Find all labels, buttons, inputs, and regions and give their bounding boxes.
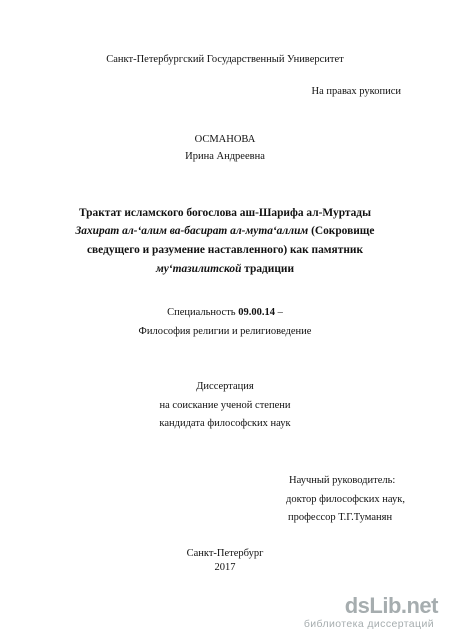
title-line-2 (0, 224, 450, 238)
title-line-4 (0, 262, 450, 276)
title-line-2-rest: (Сокровище (308, 225, 375, 237)
title-italic-transliteration: Захират ал-‘алим ва-басират ал-мута‘аллим (75, 225, 309, 237)
title-line-1: Трактат исламского богослова аш-Шарифа ал-Муртады (79, 207, 371, 219)
manuscript-rights: На правах рукописи (311, 86, 401, 97)
specialty-label: Специальность (167, 307, 239, 318)
title-line-3: сведущего и разумение наставленного) как памятник (86, 244, 364, 256)
author-surname: ОСМАНОВА (194, 134, 256, 145)
specialty-dash: – (274, 307, 283, 318)
title-line-4-rest: традиции (241, 263, 295, 275)
specialty-code: 09.00.14 (238, 307, 275, 318)
watermark-logo: dsLib.net (344, 593, 438, 618)
author-given-names: Ирина Андреевна (185, 151, 265, 162)
degree-line: на соискание ученой степени (159, 400, 291, 411)
footer-year: 2017 (214, 562, 236, 573)
specialty-line (0, 306, 450, 319)
supervisor-label: Научный руководитель: (289, 475, 396, 486)
specialty-name: Философия религии и религиоведение (138, 326, 312, 337)
degree-field: кандидата философских наук (159, 418, 291, 429)
supervisor-degree: доктор философских наук, (286, 494, 405, 505)
dissertation-label: Диссертация (196, 381, 254, 392)
watermark-subtitle: библиотека диссертаций (303, 618, 434, 630)
watermark (278, 593, 438, 629)
title-italic-tradition: му‘тазилитской (155, 263, 242, 275)
supervisor-name: профессор Т.Г.Туманян (288, 512, 393, 523)
footer-city: Санкт-Петербург (186, 548, 264, 559)
university-name: Санкт-Петербургский Государственный Университет (106, 54, 344, 65)
